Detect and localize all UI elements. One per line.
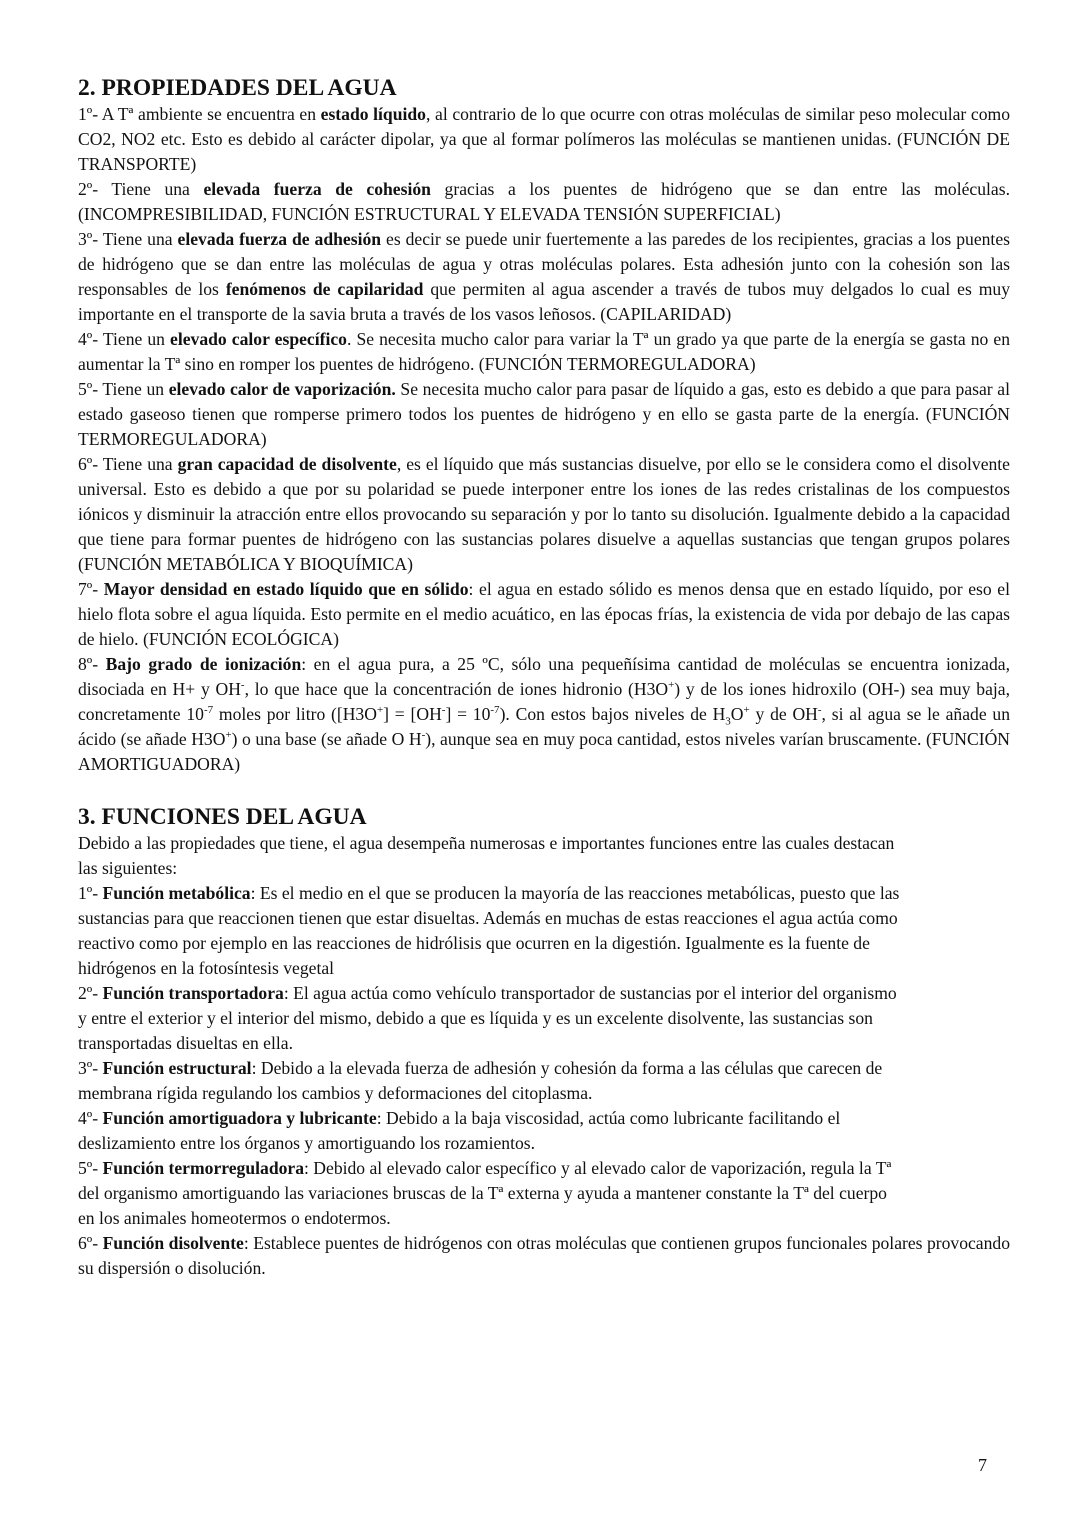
item-text: , al contrario de lo que ocurre con otras moléculas de similar peso molecular como CO2, NO2 etc. Esto es debido al carácter dipolar, ya que al formar polímeros las moléculas se mantienen unidas. (FUNCIÓN DE TRANSPORTE)	[78, 104, 1010, 174]
item-bold: elevado calor de vaporización.	[168, 379, 396, 399]
section-propiedades	[78, 74, 1010, 777]
item-bold: Función transportadora	[102, 983, 284, 1003]
item-text: 1º-	[78, 883, 103, 903]
property-item-6	[78, 452, 1010, 577]
item-text: : Debido al elevado calor específico y al elevado calor de vaporización, regula la Tª del organismo amortiguando las variaciones bruscas de la Tª externa y ayuda a mantener constante la Tª del cuerpo en los animales homeotermos o endotermos.	[78, 1158, 892, 1228]
superscript: +	[743, 704, 750, 717]
superscript: -7	[203, 704, 214, 717]
item-text: ). Con estos bajos niveles de H	[499, 704, 726, 724]
document-page	[78, 74, 1010, 1281]
item-text: : el agua en estado sólido es menos densa que en estado líquido, por eso el hielo flota sobre el agua líquida. Esto permite en el medio acuático, en las épocas frías, la existencia de vida por debajo de las capas de hielo. (FUNCIÓN ECOLÓGICA)	[78, 579, 1010, 649]
item-text: : Es el medio en el que se producen la mayoría de las reacciones metabólicas, puesto que las sustancias para que reaccionen tienen que estar disueltas. Además en muchas de estas reacciones el agua actúa como reactivo como por ejemplo en las reacciones de hidrólisis que ocurren en la digestión. Igualmente es la fuente de hidrógenos en la fotosíntesis vegetal	[78, 883, 900, 978]
section-intro: Debido a las propiedades que tiene, el agua desempeña numerosas e importantes funciones entre las cuales destacan las siguientes:	[78, 833, 895, 878]
item-text: ) o una base (se añade O H	[231, 729, 422, 749]
item-text: . Se necesita mucho calor para variar la Tª un grado ya que parte de la energía se gasta no en aumentar la Tª sino en romper los puentes de hidrógeno. (FUNCIÓN TERMOREGULADORA)	[78, 329, 1010, 374]
item-text: 6º- Tiene una	[78, 454, 178, 474]
subscript: 3	[725, 715, 731, 728]
item-text: , es el líquido que más sustancias disuelve, por ello se le considera como el disolvente universal. Esto es debido a que por su polaridad se puede interponer entre los iones de las redes cristalinas de los compuestos iónicos y disminuir la atracción entre ellos provocando su separación y por lo tanto su disolución. Igualmente debido a la capacidad que tiene para formar puentes de hidrógeno con las sustancias polares disuelve a aquellas sustancias que tengan grupos polares (FUNCIÓN METABÓLICA Y BIOQUÍMICA)	[78, 454, 1010, 574]
property-item-8	[78, 652, 1010, 777]
item-text: ] = [OH	[383, 704, 442, 724]
item-text: 4º-	[78, 1108, 103, 1128]
superscript: -	[441, 704, 446, 717]
item-bold: Función estructural	[102, 1058, 252, 1078]
item-bold: Mayor densidad en estado líquido que en sólido	[103, 579, 469, 599]
function-item-2	[78, 981, 903, 1056]
section-title: 3. FUNCIONES DEL AGUA	[78, 804, 367, 830]
item-text: 5º-	[78, 1158, 103, 1178]
item-text: 7º-	[78, 579, 104, 599]
superscript: +	[225, 729, 232, 742]
function-item-5	[78, 1156, 903, 1231]
superscript: -	[421, 729, 426, 742]
item-bold: Función termorreguladora	[102, 1158, 305, 1178]
item-text: : El agua actúa como vehículo transportador de sustancias por el interior del organismo y entre el exterior y el interior del mismo, debido a que es líquida y es un excelente disolvente, las sustancias son transportadas disueltas en ella.	[78, 983, 897, 1053]
item-text: ] = 10	[445, 704, 491, 724]
item-text: 8º-	[78, 654, 106, 674]
property-item-7	[78, 577, 1010, 652]
item-bold: Bajo grado de ionización	[105, 654, 302, 674]
item-text: 3º-	[78, 1058, 103, 1078]
item-text: 3º- Tiene una	[78, 229, 178, 249]
item-bold: fenómenos de capilaridad	[225, 279, 424, 299]
property-item-4	[78, 327, 1010, 377]
item-text: moles por litro ([H3O	[213, 704, 377, 724]
item-text: es decir se puede unir fuertemente a las paredes de los recipientes, gracias a los puentes de hidrógeno que se dan entre las moléculas de agua y otras moléculas polares. Esta adhesión junto con la cohesión son las responsables de los	[78, 229, 1010, 299]
function-item-1	[78, 881, 903, 981]
item-text: Se necesita mucho calor para pasar de líquido a gas, esto es debido a que para pasar al estado gaseoso tienen que romperse primero todos los puentes de hidrógeno y en ello se gasta parte de la energía. (FUNCIÓN TERMOREGULADORA)	[78, 379, 1010, 449]
item-text: que permiten al agua ascender a través de tubos muy delgados lo cual es muy importante en el transporte de la savia bruta a través de los vasos leñosos. (CAPILARIDAD)	[78, 279, 1010, 324]
item-text: : Debido a la elevada fuerza de adhesión y cohesión da forma a las células que carecen de membrana rígida regulando los cambios y deformaciones del citoplasma.	[78, 1058, 883, 1103]
item-bold: elevado calor específico	[170, 329, 347, 349]
item-text: 2º- Tiene una	[78, 179, 204, 199]
item-bold: Función disolvente	[102, 1233, 244, 1253]
superscript: +	[376, 704, 384, 717]
item-bold: estado líquido	[320, 104, 426, 124]
item-bold: Función metabólica	[102, 883, 251, 903]
item-text: 5º- Tiene un	[78, 379, 169, 399]
item-bold: Función amortiguadora y lubricante	[102, 1108, 377, 1128]
item-text: O	[730, 704, 744, 724]
item-text: , si al agua se le añade un ácido (se añade H3O	[78, 704, 1010, 749]
superscript: -7	[490, 704, 500, 717]
section-title: 2. PROPIEDADES DEL AGUA	[78, 75, 397, 101]
item-text: gracias a los puentes de hidrógeno que se dan entre las moléculas. (INCOMPRESIBILIDAD, FUNCIÓN ESTRUCTURAL Y ELEVADA TENSIÓN SUPERFICIAL)	[78, 179, 1010, 224]
superscript: +	[668, 679, 675, 692]
page-number: 7	[978, 1455, 987, 1475]
item-text: ) y de los iones hidroxilo (OH-) sea muy baja, concretamente 10	[78, 679, 1010, 724]
property-item-5	[78, 377, 1010, 452]
item-bold: elevada fuerza de adhesión	[177, 229, 382, 249]
item-text: , lo que hace que la concentración de iones hidronio (H3O	[244, 679, 669, 699]
item-text: 1º- A Tª ambiente se encuentra en	[78, 104, 321, 124]
property-item-2	[78, 177, 1010, 227]
item-text: : Establece puentes de hidrógenos con otras moléculas que contienen grupos funcionales polares provocando su dispersión o disolución.	[78, 1233, 1011, 1278]
property-item-1	[78, 102, 1010, 177]
item-bold: gran capacidad de disolvente	[177, 454, 397, 474]
section-funciones	[78, 803, 1010, 1281]
item-text: : en el agua pura, a 25 ºC, sólo una pequeñísima cantidad de moléculas se encuentra ionizada, disociada en H+ y OH	[78, 654, 1010, 699]
item-text: : Debido a la baja viscosidad, actúa como lubricante facilitando el deslizamiento entre los órganos y amortiguando los rozamientos.	[78, 1108, 841, 1153]
superscript: -	[817, 704, 822, 717]
item-text: 4º- Tiene un	[78, 329, 171, 349]
function-item-3	[78, 1056, 903, 1106]
item-bold: elevada fuerza de cohesión	[203, 179, 431, 199]
function-item-4	[78, 1106, 903, 1156]
property-item-3	[78, 227, 1010, 327]
item-text: ), aunque sea en muy poca cantidad, estos niveles varían bruscamente. (FUNCIÓN AMORTIGUADORA)	[78, 729, 1010, 774]
item-text: y de OH	[749, 704, 818, 724]
superscript: -	[240, 679, 245, 692]
item-text: 6º-	[78, 1233, 103, 1253]
function-item-6	[78, 1231, 1010, 1281]
item-text: 2º-	[78, 983, 103, 1003]
